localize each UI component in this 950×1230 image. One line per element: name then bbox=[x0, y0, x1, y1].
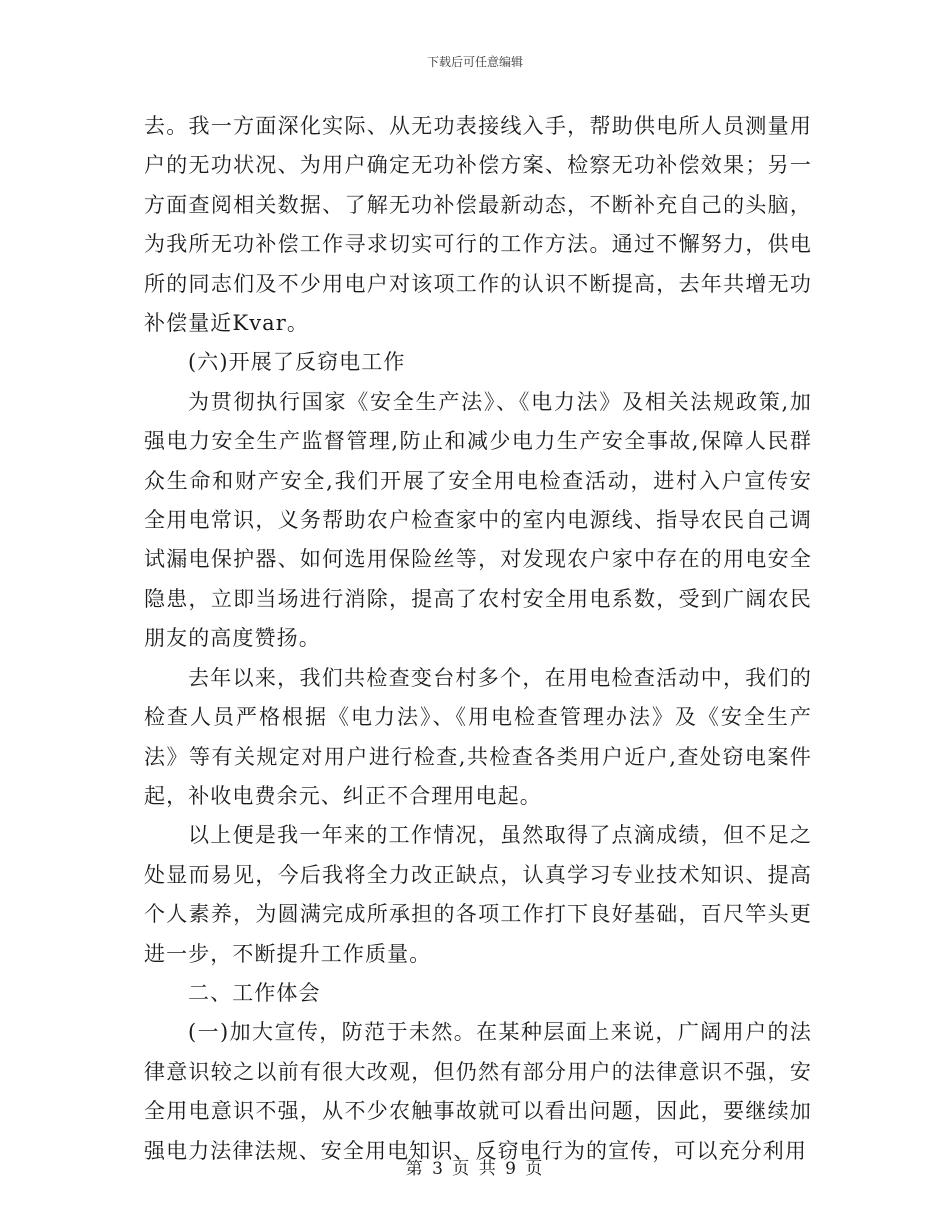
page-number: 第 3 页 共 9 页 bbox=[405, 1159, 545, 1179]
paragraph-publicity: (一)加大宣传，防范于未然。在某种层面上来说，广阔用户的法律意识较之以前有很大改观，但仍然有部分用户的法律意识不强，安全用电意识不强，从不少农触事故就可以看出问题，因此，要继续加强电力法律法规、安全用电知识、反窃电行为的宣传，可以充分利用 bbox=[144, 1020, 812, 1163]
section-heading-anti-theft: (六)开展了反窃电工作 bbox=[188, 350, 406, 375]
paragraph-safety-inspection: 为贯彻执行国家《安全生产法》、《电力法》及相关法规政策,加强电力安全生产监督管理,防止和减少电力生产安全事故,保障人民群众生命和财产安全,我们开展了安全用电检查活动，进村入户宣传安全用电常识，义务帮助农户检查家中的室内电源线、指导农民自己调试漏电保护器、如何选用保险丝等，对发现农户家中存在的用电安全隐患，立即当场进行消除，提高了农村安全用电系数，受到广阔农民朋友的高度赞扬。 bbox=[144, 389, 812, 651]
paragraph-summary: 以上便是我一年来的工作情况，虽然取得了点滴成绩，但不足之处显而易见，今后我将全力改正缺点，认真学习专业技术知识、提高个人素养，为圆满完成所承担的各项工作打下良好基础，百尺竿头更进一步，不断提升工作质量。 bbox=[144, 823, 812, 966]
section-heading-experience: 二、工作体会 bbox=[188, 980, 321, 1005]
paragraph-continuation: 去。我一方面深化实际、从无功表接线入手，帮助供电所人员测量用户的无功状况、为用户确定无功补偿方案、检察无功补偿效果；另一方面查阅相关数据、了解无功补偿最新动态，不断补充自己的头脑，为我所无功补偿工作寻求切实可行的工作方法。通过不懈努力，供电所的同志们及不少用电户对该项工作的认识不断提高，去年共增无功补偿量近Kvar。 bbox=[144, 114, 812, 336]
document-body bbox=[144, 107, 812, 1171]
paragraph-inspection-results: 去年以来，我们共检查变台村多个，在用电检查活动中，我们的检查人员严格根据《电力法》、《用电检查管理办法》及《安全生产法》等有关规定对用户进行检查,共检查各类用户近户,查处窃电案件起，补收电费余元、纠正不合理用电起。 bbox=[144, 665, 812, 808]
page-header-note: 下载后可任意编辑 bbox=[426, 55, 523, 69]
